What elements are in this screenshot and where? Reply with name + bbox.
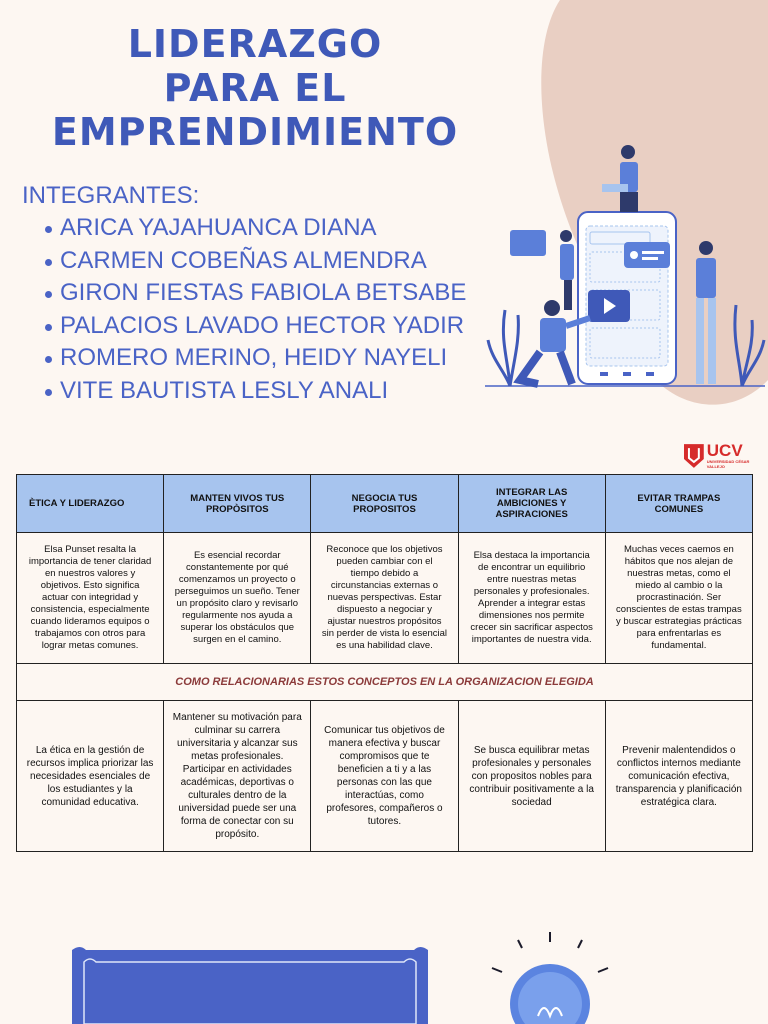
title-line-1: LIDERAZGO [127, 22, 383, 66]
members-list [22, 212, 466, 407]
table-cell: Muchas veces caemos en hábitos que nos alejan de nuestras metas, como el miedo al cambio o la procrastinación. Ser conscientes de estas trampas y buscar estrategias prácticas para enfrentarlas es fundamental. [605, 533, 752, 664]
table-header: NEGOCIA TUS PROPOSITOS [311, 475, 458, 533]
table-header: MANTEN VIVOS TUS PROPÒSITOS [164, 475, 311, 533]
member-item: CARMEN COBEÑAS ALMENDRA [60, 245, 466, 278]
member-item: VITE BAUTISTA LESLY ANALI [60, 375, 466, 408]
table-header: INTEGRAR LAS AMBICIONES Y ASPIRACIONES [458, 475, 605, 533]
ucv-logo [684, 442, 768, 469]
table-cell: Es esencial recordar constantemente por qué comenzamos un proyecto o perseguimos un sueño. Tener un propósito claro y revisarlo regularmente nos ayuda a superar los obstáculos que surgen en el camino. [164, 533, 311, 664]
concepts-table [16, 474, 753, 852]
member-item: ROMERO MERINO, HEIDY NAYELI [60, 342, 466, 375]
table-cell: Elsa Punset resalta la importancia de tener claridad en nuestros valores y objetivos. Esto significa actuar con integridad y consistencia, especialmente cuando lideramos equipos o trabajamos con otros para lograr metas comunes. [17, 533, 164, 664]
team-phone-illustration [480, 140, 768, 390]
logo-name: UCV [706, 441, 743, 460]
section-title-row [17, 664, 753, 701]
ucv-shield-icon [684, 444, 704, 468]
table-header: ÈTICA Y LIDERAZGO [17, 475, 164, 533]
logo-subtitle: UNIVERSIDAD CÉSAR VALLEJO [706, 459, 750, 469]
member-item: ARICA YAJAHUANCA DIANA [60, 212, 466, 245]
table-cell: Elsa destaca la importancia de encontrar un equilibrio entre nuestras metas personales y profesionales. Aprender a integrar estas dimensiones nos permite crecer sin sacrificar aspectos importantes de nuestra vida. [458, 533, 605, 664]
title-line-2: PARA EL [163, 66, 347, 110]
lightbulb-icon [470, 930, 630, 1024]
page-title [0, 22, 510, 154]
table-cell: Mantener su motivación para culminar su carrera universitaria y alcanzar sus metas profesionales. Participar en actividades académicas, deportivas o culturales dentro de la universidad puede ser una forma de conectar con su propósito. [164, 701, 311, 852]
table-header: EVITAR TRAMPAS COMUNES [605, 475, 752, 533]
members-section [22, 180, 466, 407]
member-item: GIRON FIESTAS FABIOLA BETSABE [60, 277, 466, 310]
table-cell: Comunicar tus objetivos de manera efectiva y buscar compromisos que te beneficien a ti y a las personas con las que interactúas, como profesores, compañeros o tutores. [311, 701, 458, 852]
table-cell: Se busca equilibrar metas profesionales y personales con propositos nobles para contribuir positivamente a la sociedad [458, 701, 605, 852]
table-cell: Prevenir malentendidos o conflictos internos mediante comunicación efectiva, transparencia y planificación estratégica clara. [605, 701, 752, 852]
title-line-3: EMPRENDIMIENTO [51, 110, 459, 154]
decorative-frame [50, 940, 450, 1024]
table-row [17, 701, 753, 852]
table-cell: Reconoce que los objetivos pueden cambiar con el tiempo debido a circunstancias externas o nuevas perspectivas. Estar dispuesto a negociar y ajustar nuestros propósitos sin perder de vista lo esencial es una habilidad clave. [311, 533, 458, 664]
section-title: COMO RELACIONARIAS ESTOS CONCEPTOS EN LA ORGANIZACION ELEGIDA [17, 664, 753, 701]
table-header-row [17, 475, 753, 533]
table-cell: La ética en la gestión de recursos implica priorizar las necesidades esenciales de los estudiantes y la comunidad educativa. [17, 701, 164, 852]
table-row [17, 533, 753, 664]
members-label: INTEGRANTES: [22, 182, 200, 209]
member-item: PALACIOS LAVADO HECTOR YADIR [60, 310, 466, 343]
